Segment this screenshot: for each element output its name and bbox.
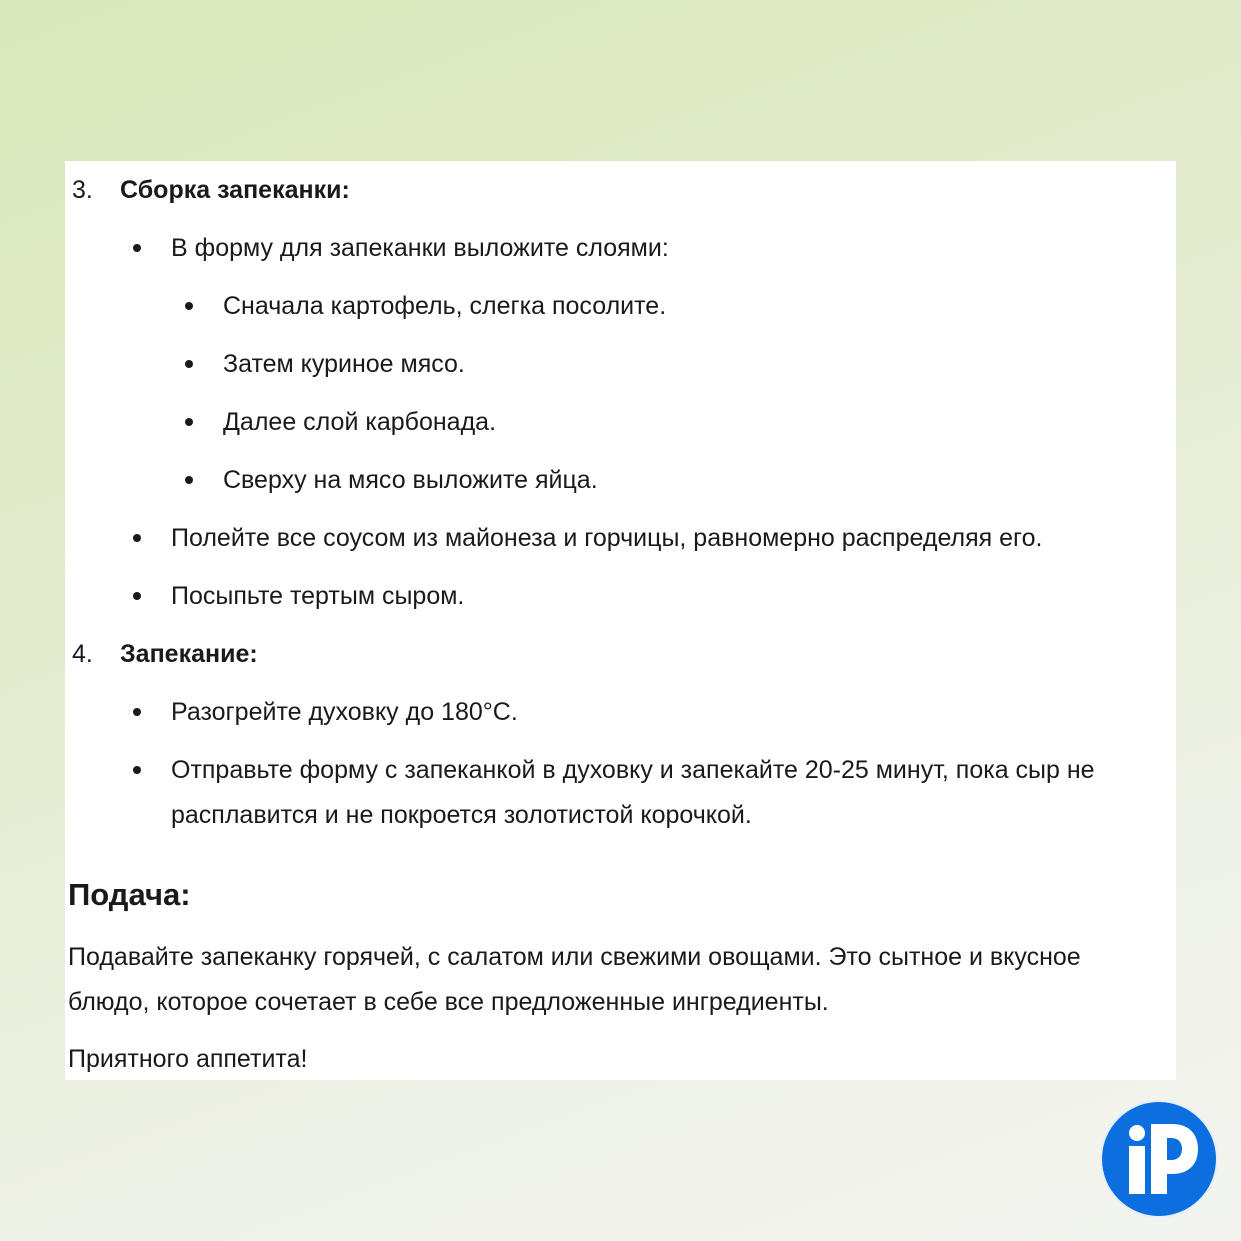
step-3-subitem-3: Далее слой карбонада. bbox=[223, 408, 497, 436]
recipe-content-card bbox=[65, 161, 1176, 1080]
bullet-icon bbox=[133, 244, 141, 252]
step-3-item-3: Посыпьте тертым сыром. bbox=[171, 582, 465, 610]
step-3-title: Сборка запеканки: bbox=[120, 176, 350, 204]
bullet-icon bbox=[185, 476, 193, 484]
serving-heading: Подача: bbox=[68, 877, 191, 912]
bullet-icon bbox=[133, 592, 141, 600]
step-4-item-2-line-1: Отправьте форму с запеканкой в духовку и запекайте 20-25 минут, пока сыр не bbox=[171, 756, 1095, 784]
bullet-icon bbox=[185, 418, 193, 426]
step-3-subitem-4: Сверху на мясо выложите яйца. bbox=[223, 466, 598, 494]
bullet-icon bbox=[133, 708, 141, 716]
step-3-item-1: В форму для запеканки выложите слоями: bbox=[171, 234, 669, 262]
bullet-icon bbox=[185, 302, 193, 310]
serving-paragraph-line-2: блюдо, которое сочетает в себе все предложенные ингредиенты. bbox=[68, 988, 829, 1016]
step-3-number: 3. bbox=[72, 176, 93, 204]
step-4-title: Запекание: bbox=[120, 640, 258, 668]
serving-paragraph-line-1: Подавайте запеканку горячей, с салатом или свежими овощами. Это сытное и вкусное bbox=[68, 943, 1081, 971]
step-4-item-2-line-2: расплавится и не покроется золотистой корочкой. bbox=[171, 801, 752, 829]
step-3-subitem-2: Затем куриное мясо. bbox=[223, 350, 465, 378]
closing-text: Приятного аппетита! bbox=[68, 1045, 308, 1073]
step-3-item-2: Полейте все соусом из майонеза и горчицы, равномерно распределяя его. bbox=[171, 524, 1043, 552]
step-3-subitem-1: Сначала картофель, слегка посолите. bbox=[223, 292, 667, 320]
bullet-icon bbox=[133, 766, 141, 774]
ip-logo-icon bbox=[1102, 1102, 1216, 1216]
bullet-icon bbox=[185, 360, 193, 368]
bullet-icon bbox=[133, 534, 141, 542]
step-4-number: 4. bbox=[72, 640, 93, 668]
step-4-item-1: Разогрейте духовку до 180°C. bbox=[171, 698, 518, 726]
ip-logo-glyph bbox=[1102, 1102, 1216, 1216]
